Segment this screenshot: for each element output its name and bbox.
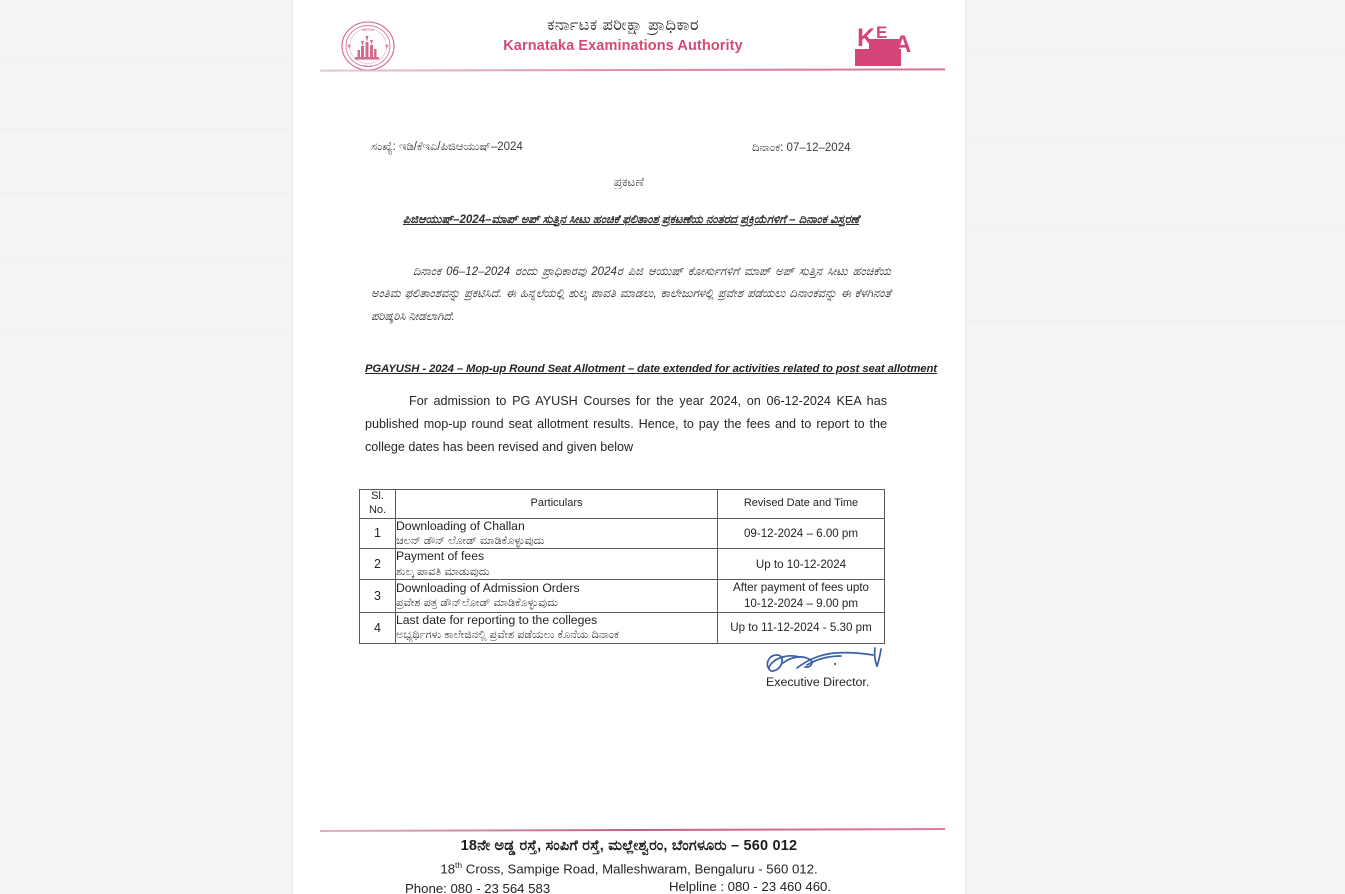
header-revised-date: Revised Date and Time	[718, 490, 885, 519]
english-body-paragraph: For admission to PG AYUSH Courses for the year 2024, on 06-12-2024 KEA has published mop-up round seat allotment results. Hence, to pay the fees and to report to the college dates has been revised and given below	[365, 394, 887, 454]
scan-band	[0, 62, 293, 63]
footer-helpline: Helpline : 080 - 23 460 460.	[669, 879, 832, 894]
particulars-english: Downloading of Challan	[396, 518, 525, 533]
org-name-kannada: ಕರ್ನಾಟಕ ಪರೀಕ್ಷಾ ಪ್ರಾಧಿಕಾರ	[547, 16, 699, 34]
footer-phone: Phone: 080 - 23 564 583	[405, 881, 551, 894]
document-page	[293, 0, 965, 894]
footer-address-prefix: 18	[440, 861, 456, 877]
english-heading: PGAYUSH - 2024 – Mop-up Round Seat Allotment – date extended for activities related to post seat allotment	[365, 363, 937, 375]
svg-text:K: K	[857, 24, 876, 52]
cell-particulars	[396, 549, 718, 580]
scan-band	[965, 50, 1345, 51]
svg-text:ಸರ್ಕಾರ: ಸರ್ಕಾರ	[363, 64, 373, 68]
revised-date-line2: 10-12-2024 – 9.00 pm	[743, 597, 859, 611]
cell-revised-date	[718, 580, 885, 612]
svg-text:E: E	[876, 23, 888, 42]
particulars-kannada: ಶುಲ್ಕ ಪಾವತಿ ಮಾಡುವುದು	[396, 565, 490, 578]
kannada-body-paragraph: ದಿನಾಂಕ 06–12–2024 ರಂದು ಪ್ರಾಧಿಕಾರವು 2024ರ ಪಿಜಿ ಆಯುಷ್ ಕೋರ್ಸುಗಳಿಗೆ ಮಾಪ್ ಅಪ್ ಸುತ್ತಿನ ಸೀಟು ಹಂಚಿಕೆಯ ಅಂತಿಮ ಫಲಿತಾಂಶವನ್ನು ಪ್ರಕಟಿಸಿದೆ. ಈ ಹಿನ್ನಲೆಯಲ್ಲಿ ಶುಲ್ಕ ಪಾವತಿ ಮಾಡಲು, ಕಾಲೇಜುಗಳಲ್ಲಿ ಪ್ರವೇಶ ಪಡೆಯಲು ದಿನಾಂಕವನ್ನು ಈ ಕೆಳಗಿನಂತೆ ಪರಿಷ್ಕರಿಸಿ ನೀಡಲಾಗಿದೆ.	[371, 266, 891, 323]
particulars-kannada: ಚಲನ್ ಡೌನ್ ಲೋಡ್ ಮಾಡಿಕೊಳ್ಳುವುದು	[396, 534, 545, 547]
kannada-title: ಪಿಜಿಆಯುಷ್–2024–ಮಾಪ್ ಅಪ್ ಸುತ್ತಿನ ಸೀಟು ಹಂಚಿಕೆ ಫಲಿತಾಂಶ ಪ್ರಕಟಣೆಯ ನಂತರದ ಪ್ರಕ್ರಿಯೆಗಳಿಗೆ – ದಿನಾಂಕ ವಿಸ್ತರಣೆ	[402, 214, 860, 226]
scan-band	[965, 140, 1345, 141]
schedule-table	[359, 489, 885, 644]
footer	[293, 836, 965, 894]
reference-line	[293, 141, 965, 159]
table-row	[360, 580, 885, 612]
reference-date: ದಿನಾಂಕ: 07–12–2024	[752, 142, 851, 154]
revised-date-line1: 09-12-2024 – 6.00 pm	[743, 526, 859, 540]
scan-band	[965, 320, 1345, 321]
particulars-english: Last date for reporting to the colleges	[396, 612, 598, 627]
letterhead	[293, 8, 965, 68]
scan-band	[0, 192, 293, 193]
header-sl-no-line1: Sl.	[371, 490, 384, 502]
notice-word-kannada: ಪ್ರಕಟಣೆ	[613, 175, 645, 189]
cell-sl-no: 2	[360, 549, 396, 580]
cell-particulars	[396, 612, 718, 643]
svg-text:ಕರ್ನಾಟಕ: ಕರ್ನಾಟಕ	[362, 27, 374, 32]
revised-date-line1: Up to 10-12-2024	[755, 557, 847, 571]
cell-sl-no: 4	[360, 612, 396, 643]
footer-address-english	[293, 859, 965, 879]
header-particulars: Particulars	[396, 490, 718, 519]
table-row	[360, 612, 885, 643]
footer-address-rest: Cross, Sampige Road, Malleshwaram, Bengaluru - 560 012.	[462, 861, 818, 877]
table-row	[360, 518, 885, 549]
reference-number: ಸಂಖ್ಯೆ: ಇಡಿ/ಕೆಇಎ/ಪಿಜಿಆಯುಷ್–2024	[371, 141, 523, 153]
table-header-row	[360, 490, 885, 519]
karnataka-state-emblem-icon	[340, 20, 396, 72]
scan-band	[0, 258, 293, 259]
cell-sl-no: 3	[360, 580, 396, 612]
revised-date-line1: Up to 11-12-2024 - 5.30 pm	[730, 620, 872, 634]
handwritten-signature-icon	[763, 645, 893, 679]
footer-address-ordinal: th	[455, 859, 463, 870]
signature-block	[763, 645, 953, 700]
signature-designation: Executive Director.	[766, 675, 870, 689]
scan-band	[965, 230, 1345, 231]
footer-divider-rule	[320, 828, 945, 832]
particulars-kannada: ಅಭ್ಯರ್ಥಿಗಳು ಕಾಲೇಜಿನಲ್ಲಿ ಪ್ರವೇಶ ಪಡೆಯಲು ಕೊನೆಯ ದಿನಾಂಕ	[396, 629, 620, 642]
cell-particulars	[396, 580, 718, 612]
scan-band	[0, 330, 293, 331]
header-divider-rule	[320, 68, 945, 71]
particulars-kannada: ಪ್ರವೇಶ ಪತ್ರ ಡೌನ್‌ಲೋಡ್ ಮಾಡಿಕೊಳ್ಳುವುದು	[396, 597, 558, 610]
header-sl-no-line2: No.	[368, 503, 387, 516]
table-row	[360, 549, 885, 580]
cell-revised-date	[718, 518, 885, 549]
org-name-english: Karnataka Examinations Authority	[503, 38, 743, 55]
cell-revised-date	[718, 549, 885, 580]
cell-particulars	[396, 518, 718, 549]
particulars-english: Payment of fees	[396, 549, 485, 564]
kea-logo-icon	[845, 18, 925, 70]
schedule-table-wrapper	[359, 489, 884, 644]
organization-names	[413, 14, 833, 54]
header-sl-no	[360, 490, 396, 519]
revised-date-line1: After payment of fees upto	[733, 581, 869, 595]
scan-band	[0, 128, 293, 129]
footer-address-kannada: 18ನೇ ಅಡ್ಡ ರಸ್ತೆ, ಸಂಪಿಗೆ ರಸ್ತೆ, ಮಲ್ಲೇಶ್ವರಂ, ಬೆಂಗಳೂರು – 560 012	[460, 838, 798, 854]
cell-revised-date	[718, 612, 885, 643]
svg-text:A: A	[894, 31, 912, 58]
footer-contact-row	[369, 881, 889, 894]
cell-sl-no: 1	[360, 518, 396, 549]
particulars-english: Downloading of Admission Orders	[396, 581, 580, 596]
